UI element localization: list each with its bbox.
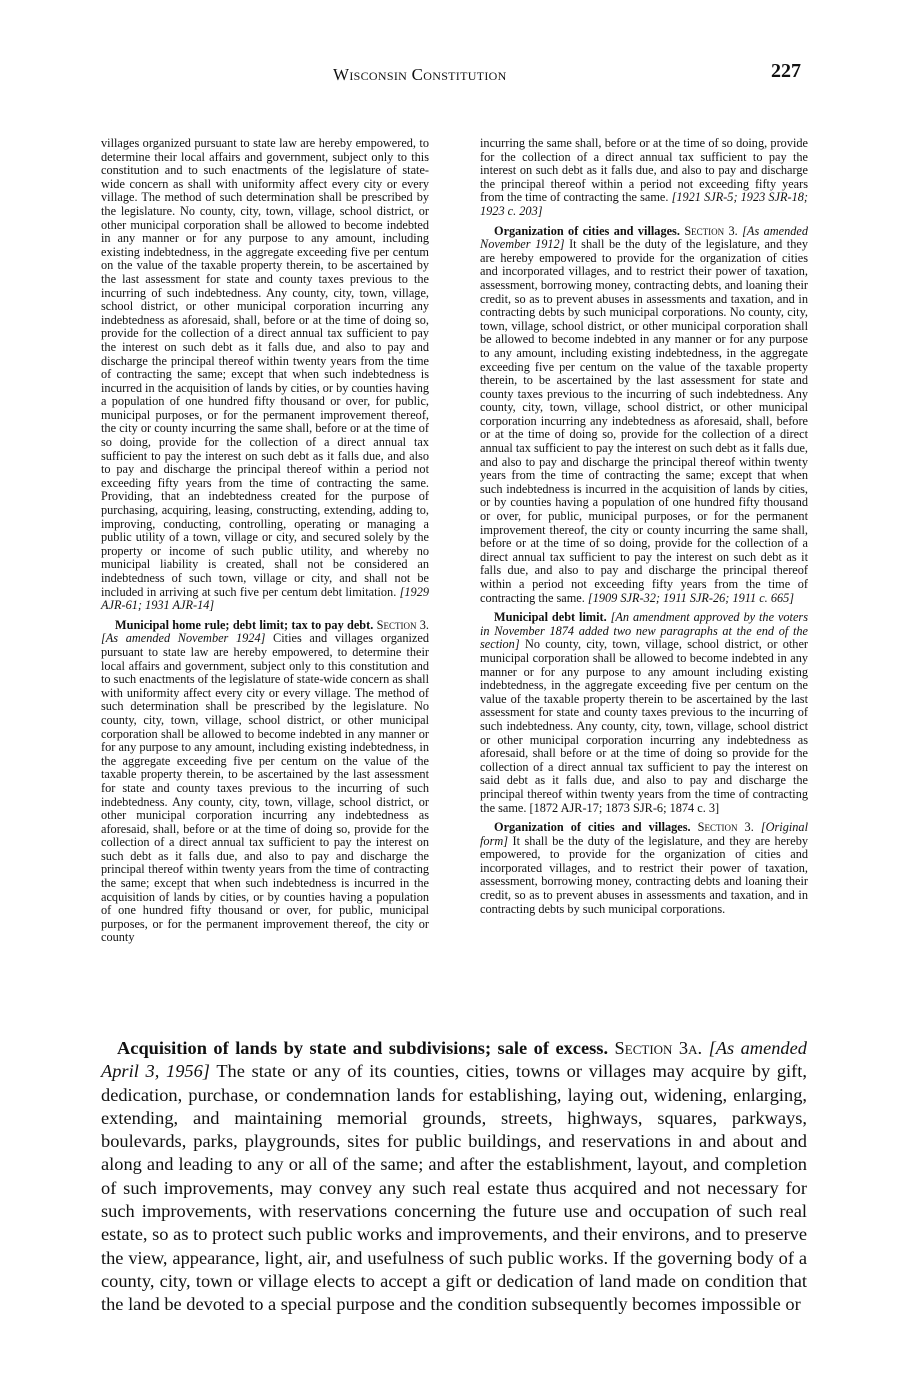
section-heading: Municipal home rule; debt limit; tax to pay debt.	[115, 617, 374, 632]
running-title: Wisconsin Constitution	[333, 65, 507, 84]
section-label: Section 3.	[697, 820, 754, 835]
amendment-note: [Original form]	[480, 820, 808, 848]
section-heading: Organization of cities and villages.	[494, 820, 691, 835]
section-body: The state or any of its counties, cities, towns or villages may acquire by gift, dedication, purchase, or condemnation lands for establishing, laying out, widening, enlarging, extending, and maintaining memorial grounds, streets, highways, squares, parkways, boulevards, parks, playgrounds, sites for public buildings, and reservations in and about and along and leading to any or all of the same; and after the establishment, layout, and completion of such improvements, may convey any such real estate thus acquired and not necessary for such improvements, with reservations concerning the future use and occupation of such real estate, so as to protect such public works and improvements, and their environs, and to preserve the view, appearance, light, air, and usefulness of such public works. If the governing body of a county, city, town or village elects to accept a gift or dedication of land made on condition that the land be devoted to a special purpose and the condition subsequently becomes impossible or	[101, 1061, 807, 1315]
history-note: [1921 SJR-5; 1923 SJR-18; 1923 c. 203]	[480, 190, 808, 218]
section-heading: Municipal debt limit.	[494, 610, 607, 625]
section-continuation	[480, 137, 808, 219]
continuation-text: incurring the same shall, before or at the time of so doing, provide for the collection of a direct annual tax sufficient to pay the interest on such debt as it falls due, and also to pay and discharge the principal thereof within a period not exceeding fifty years from the time of contracting the same.	[480, 136, 808, 205]
amendment-note: [As amended April 3, 1956]	[101, 1038, 807, 1082]
section-body: No county, city, town, village, school district, or other municipal corporation shall be allowed to become indebted in any manner or for any purpose to any amount including existing indebtedness, in the aggregate exceeding five per centum on the value of the taxable property therein to be ascertained by the last assessment for state and county taxes previous to the incurring of such indebtedness. Any county, city, town, village, school district or other municipal corporation incurring any indebtedness as aforesaid, shall before or at the time of doing so provide for the collection of a direct annual tax sufficient to pay the interest on said debt as it falls due, and also to pay and discharge the principal thereof within twenty years from the time of contracting the same. [1872 AJR-17; 1873 SJR-6; 1874 c. 3]	[480, 637, 808, 815]
section-organization-original	[480, 821, 808, 916]
continuation-text: villages organized pursuant to state law are hereby empowered, to determine their local affairs and government, subject only to this constitution and to such enactments of the legislature of state-wide concern as shall with uniformity affect every city or every village. The method of such determination shall be prescribed by the legislature. No county, city, town, village, school district, or other municipal corporation shall be allowed to become indebted in any manner or for any purpose to any amount, including existing indebtedness, in the aggregate exceeding five per centum on the value of the taxable property therein, to be ascertained by the last assessment for state and county taxes previous to the incurring of such indebtedness. Any county, city, town, village, school district, or other municipal corporation incurring any indebtedness as aforesaid, shall, before or at the time of doing so, provide for the collection of a direct annual tax sufficient to pay the interest on such debt as it falls due, and also to pay and discharge the principal thereof within twenty years from the time of contracting the same; except that when such indebtedness is incurred in the acquisition of lands by cities, or by counties having a population of one hundred fifty thousand or over, for public, municipal purposes, or for the permanent improvement thereof, the city or county incurring the same shall, before or at the time of so doing, provide for the collection of a direct annual tax sufficient to pay the interest on such debt as it falls due, and also to pay and discharge the principal thereof within a period not exceeding fifty years from the time of contracting the same. Providing, that an indebtedness created for the purpose of purchasing, acquiring, leasing, constructing, extending, adding to, improving, conducting, controlling, operating or managing a public utility of a town, village or city, and secured solely by the property or income of such public utility, and whereby no municipal liability is created, shall not be considered an indebtedness of such town, village or city, and shall not be included in arriving at such five per centum debt limitation.	[101, 136, 429, 599]
amendment-note: [As amended November 1912]	[480, 223, 808, 252]
section-continuation	[101, 137, 429, 613]
left-column	[101, 137, 429, 945]
section-municipal-home-rule	[101, 619, 429, 945]
history-note: [1909 SJR-32; 1911 SJR-26; 1911 c. 665]	[587, 590, 795, 605]
amendment-note: [An amendment approved by the voters in November 1874 added two new paragraphs at the end of the section]	[480, 610, 808, 652]
section-body: Cities and villages organized pursuant to state law are hereby empowered, to determine their local affairs and government, subject only to this constitution and to such enactments of the legislature of state-wide concern as shall with uniformity affect every city or every village. The method of such determination shall be prescribed by the legislature. No county, city, town, village, school district, or other municipal corporation shall be allowed to become indebted in any manner or for any purpose to any amount, including existing indebtedness, in the aggregate exceeding five per centum on the value of the taxable property therein, to be ascertained by the last assessment for state and county taxes previous to the incurring of such indebtedness. Any county, city, town, village, school district, or other municipal corporation incurring any indebtedness as aforesaid, shall, before or at the time of doing so, provide for the collection of a direct annual tax sufficient to pay the interest on such debt as it falls due, and also to pay and discharge the principal thereof within twenty years from the time of contracting the same; except that when such indebtedness is incurred in the acquisition of lands by cities, or by counties having a population of one hundred fifty thousand or over, for public, municipal purposes, or for the permanent improvement thereof, the city or county	[101, 631, 429, 945]
section-heading: Organization of cities and villages.	[494, 223, 680, 238]
section-acquisition-of-lands	[101, 1037, 807, 1317]
section-paragraph	[101, 1037, 807, 1317]
section-municipal-debt-limit	[480, 611, 808, 815]
section-label: Section 3.	[376, 617, 429, 632]
history-note: [1929 AJR-61; 1931 AJR-14]	[101, 584, 429, 613]
section-organization-1912	[480, 225, 808, 606]
right-column	[480, 137, 808, 916]
section-body: It shall be the duty of the legislature, and they are hereby empowered to provide for the organization of cities and incorporated villages, and to restrict their power of taxation, assessment, borrowing money, contracting debts, and loaning their credit, so as to prevent abuses in assessments and taxation, and in contracting debts by such municipal corporations. No county, city, town, village, school district, or other municipal corporation shall be allowed to become indebted in any manner or for any purpose to any amount, including existing indebtedness, in the aggregate exceeding five per centum on the value of the taxable property therein, to be ascertained by the last assessment for state and county taxes previous to the incurring of such indebtedness. Any county, city, town, village, school district, or other municipal corporation incurring any indebtedness as aforesaid, shall, before or at the time of doing so, provide for the collection of a direct annual tax sufficient to pay the interest on such debt as it falls due, and also to pay and discharge the principal thereof within twenty years from the time of contracting the same; except that when such indebtedness is incurred in the acquisition of lands by cities, or by counties having a population of one hundred fifty thousand or over, for public, municipal purposes, or for the permanent improvement thereof, the city or county incurring the same shall, before or at the time of so doing, provide for the collection of a direct annual tax sufficient to pay the interest on such debt as it falls due, and also to pay and discharge the principal thereof within a period not exceeding fifty years from the time of contracting the same.	[480, 237, 808, 605]
section-heading: Acquisition of lands by state and subdivisions; sale of excess.	[117, 1038, 609, 1058]
page-header	[0, 60, 907, 88]
section-label: Section 3.	[684, 223, 738, 238]
section-label: Section 3a.	[614, 1038, 703, 1058]
page-number: 227	[771, 60, 801, 82]
section-body: It shall be the duty of the legislature, and they are hereby empowered, to provide for the organization of cities and incorporated villages, and to restrict their power of taxation, assessment, borrowing money, contracting debts and loaning their credit, so as to prevent abuses in assessments and taxation, and in contracting debts by such municipal corporations.	[480, 833, 808, 916]
amendment-note: [As amended November 1924]	[101, 631, 266, 646]
